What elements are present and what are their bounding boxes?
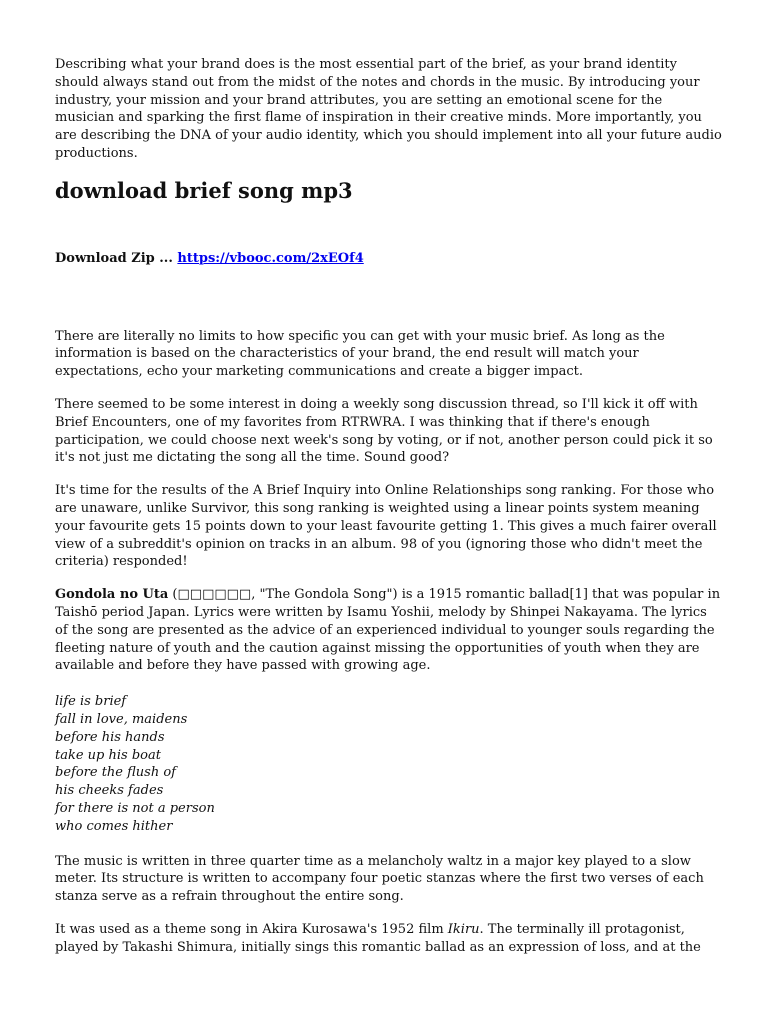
poem-line: before the flush of	[55, 765, 176, 781]
poem-line: who comes hither	[55, 818, 173, 834]
paragraph-music-structure: The music is written in three quarter time as a melancholy waltz in a major key played to a slow meter. Its structure is written to accompany four poetic stanzas where the first two verses of each stanza serve as a refrain throughout the entire song.	[55, 853, 704, 905]
page-title: download brief song mp3	[55, 177, 353, 203]
spacer	[55, 268, 723, 328]
paragraph-gondola	[55, 586, 723, 675]
gondola-text: (□□□□□□, "The Gondola Song") is a 1915 romantic ballad[1] that was popular in Taishō period Japan. Lyrics were written by Isamu Yoshii, melody by Shinpei Nakayama. The lyrics of the song are presented as the advice of an experienced individual to younger souls regarding the fleeting nature of youth and the caution against missing the opportunities of youth when they are available and before they have passed with growing age.	[55, 587, 721, 674]
intro-paragraph: Describing what your brand does is the most essential part of the brief, as your brand identity should always stand out from the midst of the notes and chords in the music. By introducing your industry, your mission and your brand attributes, you are setting an emotional scene for the musician and sparking the first flame of inspiration in their creative minds. More importantly, you are describing the DNA of your audio identity, which you should implement into all your future audio productions.	[55, 57, 722, 161]
paragraph-music-brief: There are literally no limits to how specific you can get with your music brief. As long as the information is based on the characteristics of your brand, the end result will match your expectations, echo your marketing communications and create a bigger impact.	[55, 328, 665, 380]
paragraph-song-ranking: It's time for the results of the A Brief Inquiry into Online Relationships song ranking. For those who are unaware, unlike Survivor, this song ranking is weighted using a linear points system meaning your favourite gets 15 points down to your least favourite getting 1. This gives a much fairer overall view of a subreddit's opinion on tracks in an album. 98 of you (ignoring those who didn't meet the criteria) responded!	[55, 483, 717, 570]
gondola-term: Gondola no Uta	[55, 587, 169, 603]
download-label: Download Zip ...	[55, 250, 178, 266]
paragraph-song-thread: There seemed to be some interest in doing a weekly song discussion thread, so I'll kick it off with Brief Encounters, one of my favorites from RTRWRA. I was thinking that if there's enough participation, we could choose next week's song by voting, or if not, another person could pick it so it's not just me dictating the song all the time. Sound good?	[55, 396, 713, 466]
poem	[55, 693, 723, 835]
poem-line: fall in love, maidens	[55, 711, 188, 727]
document-body	[55, 56, 723, 971]
download-line	[55, 250, 723, 268]
poem-line: his cheeks fades	[55, 783, 164, 799]
ikiru-text-after: . The terminally ill protagonist, played by Takashi Shimura, initially sings this romantic ballad as an expression of loss, and at the	[55, 921, 701, 955]
ikiru-text-before: It was used as a theme song in Akira Kurosawa's 1952 film	[55, 921, 448, 937]
poem-line: before his hands	[55, 729, 165, 745]
poem-line: for there is not a person	[55, 800, 215, 816]
poem-line: take up his boat	[55, 747, 161, 763]
paragraph-ikiru	[55, 921, 723, 957]
poem-line: life is brief	[55, 694, 127, 710]
film-title: Ikiru	[447, 921, 480, 937]
download-link[interactable]: https://vbooc.com/2xEOf4	[177, 250, 364, 266]
